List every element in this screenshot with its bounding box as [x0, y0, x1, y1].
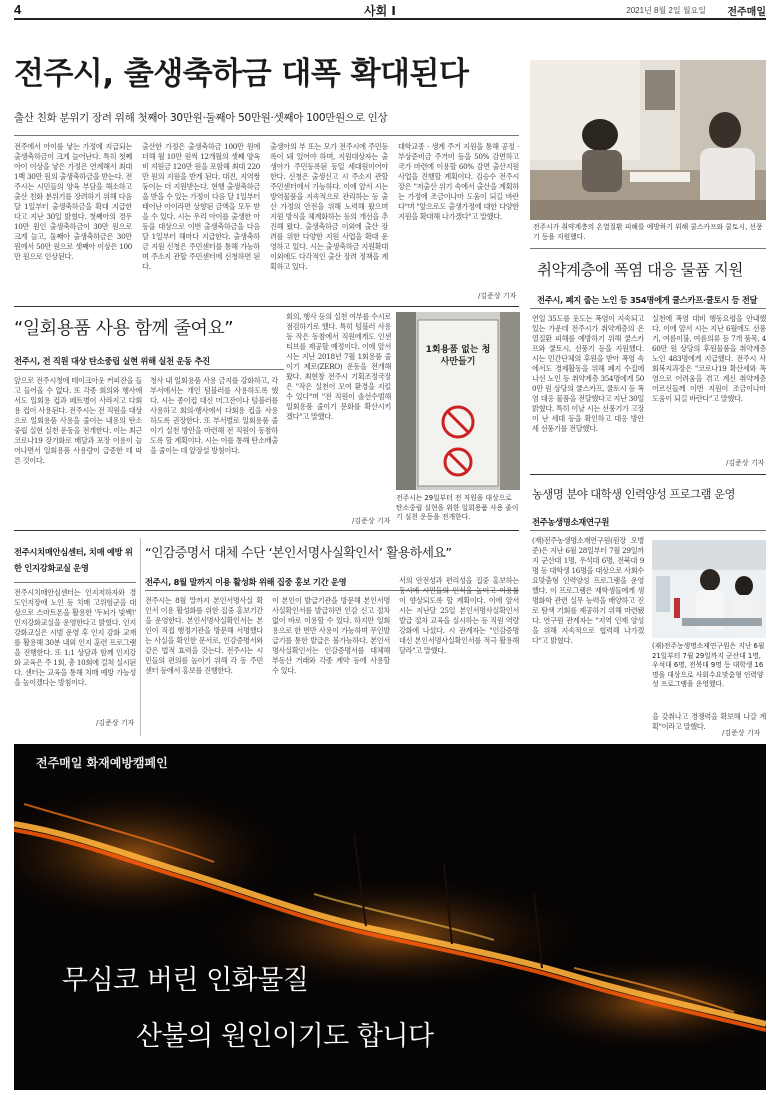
article1-byline: /김준상 기자 — [478, 292, 517, 300]
photo1-caption: 전주시가 취약계층의 온열질환 피해를 예방하기 위해 쿨스카프와 쿨토시, 선풍기 등을 지원했다. — [533, 223, 763, 241]
article3-byline: /김준상 기자 — [352, 517, 391, 525]
paper-name: 전주매일 — [727, 7, 766, 18]
campaign-line2: 산불의 원인이기도 합니다 — [136, 1021, 434, 1052]
divider — [530, 248, 766, 249]
photo-lab-training — [652, 540, 766, 638]
divider — [14, 369, 284, 370]
photo-campaign-sign-image — [396, 312, 520, 490]
photo3-caption: (재)전주농생명소재연구원은 지난 6월 21일부터 7월 29일까지 군산대 1명, 우석대 6명, 전북대 9명 등 대학생 16명을 대상으로 사회수요맞춤형 인력양성 프로그램을 운영했다. — [652, 642, 765, 688]
photo-lab-training-image — [652, 540, 766, 638]
campaign-label: 전주매일 화재예방캠페인 — [36, 756, 168, 770]
fire-prevention-campaign-ad — [14, 744, 766, 1090]
photo2-caption: 전주시는 29일부터 전 직원을 대상으로 탄소중립 실현을 위한 일회용품 사용 줄이기 실천 운동을 전개한다. — [396, 494, 519, 521]
article5-subhead: 전주시, 8월 말까지 이용 활성화 위해 집중 홍보 기간 운영 — [145, 577, 347, 587]
divider — [530, 308, 766, 309]
page-number: 4 — [14, 2, 22, 17]
article1-col1: 전주에서 아이를 낳는 가정에 지급되는 출생축하금이 크게 늘어난다. 특히 첫째 아이 이상을 낳은 가정은 연계해서 최대 1백 30만 원의 출생축하금을 받는다. 전주시는 시민들의 양육 부담을 해소하고 출산 친화 분위기를 장려하기 위해 다음 달 1일부터 출생축하금을 확대 지급한다고 지난 30일 밝혔다. 첫째아의 경우 10만 원인 출생축하금이 30만 원으로 크게 늘고, 둘째아 출생축하금은 30만 원에서 50만 원으로 셋째아 이상은 100만 원으로 인상된다. — [14, 142, 132, 261]
article4-byline: /김준상 기자 — [96, 719, 135, 727]
article1-headline: 전주시, 출생축하금 대폭 확대된다 — [14, 56, 469, 92]
photo-elderly-support-image — [530, 60, 766, 220]
photo-campaign-sign — [396, 312, 520, 490]
divider — [14, 135, 519, 136]
article5-col1: 전주시는 8월 말까지 본인서명사실 확인서 이용 활성화를 위한 집중 홍보기간을 운영한다. 본인서명사실확인서는 본인이 직접 행정기관을 방문해 서명했다는 사실을 확인한 문서로, 인감증명서와 같은 법적 효력을 갖는다. 전주시는 시민들의 편의를 높이기 위해 각 동 주민센터 등에서 홍보를 진행한다. — [145, 596, 263, 675]
article2-headline: 취약계층에 폭염 대응 물품 지원 — [537, 261, 743, 279]
column-divider — [140, 538, 141, 736]
article6-headline: 농생명 분야 대학생 인력양성 프로그램 운영 — [532, 488, 735, 501]
article5-col2: 이 본인이 발급기관을 방문해 본인서명사실확인서를 발급하면 인감 신고 절차 없이 바로 이용할 수 있다. 하지만 일회용으로 한 번만 사용이 가능하며 무인발급기를 통한 발급은 불가능하다. 본인서명사실확인서는 인감증명서를 대체해 부동산 거래와 각종 계약 등에 사용할 수 있다. — [272, 596, 390, 675]
article5-headline: “인감증명서 대체 수단 ‘본인서명사실확인서’ 활용하세요” — [145, 546, 452, 561]
article3-headline: “일회용품 사용 함께 줄여요” — [14, 318, 234, 339]
divider — [530, 474, 766, 475]
divider — [530, 530, 766, 531]
sign-title: 1회용품 없는 청사만들기 — [425, 345, 491, 367]
article3-subhead: 전주시, 전 직원 대상 탄소중립 실현 위해 실천 운동 추진 — [14, 356, 210, 366]
article3-col1: 앞으로 전주시청에 테이크아웃 커피잔을 들고 들어올 수 없다. 또 각종 회의와 행사에서도 일회용 컵과 페트병이 사라지고 다회용 컵이 사용된다. 전주시는 전 직원을 대상으로 일회용품 사용을 줄이는 내용의 탄소중립 실현 실천 운동을 전개한다. 이는 최근 코로나19 장기화로 배달과 포장 이용이 늘어나면서 일회용품 사용량이 급증한 데 따른 것이다. — [14, 376, 142, 465]
page-header — [14, 2, 766, 20]
article2-byline: /김준상 기자 — [726, 459, 765, 467]
article1-subhead: 출산 친화 분위기 장려 위해 첫째아 30만원·둘째아 50만원·셋째아 100만원으로 인상 — [14, 112, 388, 124]
issue-date: 2021년 8월 2일 월요일 — [626, 6, 706, 15]
article6-subhead: 전주농생명소재연구원 — [532, 517, 610, 527]
article2-subhead: 전주시, 폐지 줍는 노인 등 354명에게 쿨스카프·쿨토시 등 전달 — [537, 295, 758, 305]
article6-body: (재)전주농생명소재연구원(원장 오병준)은 지난 6월 28일부터 7월 29일까지 군산대 1명, 우석대 6명, 전북대 9명 등 대학생 16명을 대상으로 사회수요맞춤형 인력양성 프로그램을 운영했다. 이 프로그램은 재학생들에게 생명화학 관련 실무 능력을 배양하고 진로 탐색 기회를 제공하기 위해 마련됐다. 연구원 관계자는 "지역 인재 양성을 위해 지속적으로 협력해 나가겠다"고 밝혔다. — [532, 536, 644, 645]
article6-byline: /김준상 기자 — [722, 729, 761, 737]
photo-elderly-support — [530, 60, 766, 220]
article3-col3: 회의, 행사 등의 실천 여부를 수시로 점검하기로 했다. 특히 텀블러 사용 등 작은 동참에서 직원에게도 인센티브를 제공할 예정이다. 이에 앞서 시는 지난 2018년 7월 1회용품 줄이기 제로(ZERO) 운동을 전개해 왔다. 최현창 전주시 기획조정국장은 "작은 실천이 모여 환경을 지킬 수 있다"며 "전 직원이 솔선수범해 일회용품 줄이기 문화를 확산시키겠다"고 말했다. — [286, 312, 391, 421]
article5-col3: 서의 안전성과 편리성을 집중 홍보하는 동시에 시민들의 인식을 높이고 이용률이 향상되도록 할 계획이다. 이에 앞서 시는 지난달 25일 본인서명사실확인서 발급 절차 교육을 실시하는 등 직원 역량 강화에 나섰다. 시 관계자는 "인감증명 대신 본인서명사실확인서를 적극 활용해 달라"고 말했다. — [399, 576, 519, 655]
article4-headline: 전주시치매안심센터, 치매 예방 위한 인지강화교실 운영 — [14, 547, 133, 573]
campaign-line1: 무심코 버린 인화물질 — [62, 965, 309, 996]
divider — [14, 582, 136, 583]
section-title: 사회 I — [364, 4, 396, 18]
article1-col3: 출생아의 부 또는 모가 전주시에 주민등록이 돼 있어야 하며, 지원대상자는 출생아가 주민등록된 동일 세대원이어야 한다. 신청은 출생신고 시 주소지 관할 주민센터에서 가능하다. 이에 앞서 시는 방역물품을 지속적으로 관리하는 등 출산 가정의 안전을 위해 노력해 왔으며 지원 방식을 체계화하는 등의 개선을 추진해 왔다. 출생축하금 이외에 출산 장려를 위한 다양한 지원 사업을 확대 운영하고 있다. 시는 출생축하금 지원확대 이외에도 다각적인 출산 장려 정책을 계획하고 있다. — [270, 142, 388, 271]
divider — [14, 306, 519, 307]
article1-col2: 출산한 가정은 출생축하금 100만 원에 더해 월 10만 원씩 12개월의 셋째 양육비 지원금 120만 원을 포함해 최대 220만 원의 지원을 받게 된다. 대진, 지역쌍둥이는 더 지원받는다. 현행 출생축하금을 받을 수 있는 가정이 다음 달 1일부터 태어난 아이라면 상향된 금액을 모두 받을 수 있다. 시는 우리 아이를 출생한 아동을 대상으로 이번 출생축하금을 다음 달 1일부터 해마다 지급한다. 출생축하금 지원 신청은 주민센터를 통해 가능하며 주소지 관할 주민센터에 신청하면 된다. — [142, 142, 260, 271]
article1-col4: 대학교종 · 생계 주거 지원을 통해 공정 · 부상준비금 주거비 등을 50% 감면하고 국가 마련에 이용할 60% 감면 출산지원사업을 진행할 계획이다. 김승수 전주시장은 "저출산 위기 속에서 출산을 계획하는 가정에 조금이나마 도움이 되길 바란다"며 "앞으로도 출생가정에 대한 다양한 지원을 확대해 나가겠다"고 말했다. — [398, 142, 519, 221]
article2-col1: 연일 35도를 웃도는 폭염이 지속되고 있는 가운데 전주시가 취약계층의 온열질환 피해를 예방하기 위해 쿨스카프와 쿨토시, 선풍기 등을 지원했다. 시는 민간단체의 후원을 받아 폭염 속에서도 경제활동을 위해 폐지 수집에 나선 노인 등 취약계층 354명에게 500만 원 상당의 쿨스카프, 쿨토시 등 폭염 대응 물품을 전달했다고 지난 30일 밝혔다. 특히 이날 시는 선풍기가 고장이 난 세대 등을 확인하고 대응 방안 세 선풍기를 전달했다. — [532, 314, 644, 433]
article6-col2: 을 갖춰나고 경쟁력을 확보해 나갈 계획"이라고 말했다. — [652, 712, 766, 731]
article4-body: 전주시치매안심센터는 인지저하자와 경도인지장애 노인 등 치매 고위험군을 대상으로 스마트폰을 활용한 '두뇌가 빛쌕!' 인지강화교실을 운영한다고 밝혔다. 인지강화교실은 시범 운영 후 인지 강화 교재를 활용해 30분 내외 인지 훈련 프로그램을 진행한다. 또 1:1 상담과 함께 인지강화 교육은 주 1회, 총 10회에 걸쳐 실시된다. 센터는 교육을 통해 치매 예방 가능성을 높이겠다는 방침이다. — [14, 588, 136, 687]
article2-col2: 실천에 폭염 대비 행동요령을 안내했다. 이에 앞서 시는 지난 6월에도 선풍기, 여름이불, 여름의류 등 7개 품목, 460만 원 상당의 후원물품을 취약계층 노인 483명에게 지급했다. 전주시 사회복지과장은 "코로나19 확산세와 폭염으로 어려움을 겪고 계신 취약계층 어르신들께 이번 지원이 조금이나마 도움이 되길 바란다"고 말했다. — [652, 314, 766, 403]
divider — [14, 530, 519, 531]
article3-col2: 청사 내 일회용품 사용 금지를 강화하고, 각 부서에서는 개인 텀블러를 사용하도록 했다. 시는 종이컵 대신 머그잔이나 텀블러를 사용하고 회의·행사에서 다회용 컵을 사용하도록 권장한다. 또 부서별로 일회용품 줄이기 실천 방안을 마련해 전 직원이 동참하도록 할 계획이다. 시는 이를 통해 탄소배출을 줄이는 데 앞장설 방침이다. — [150, 376, 278, 455]
